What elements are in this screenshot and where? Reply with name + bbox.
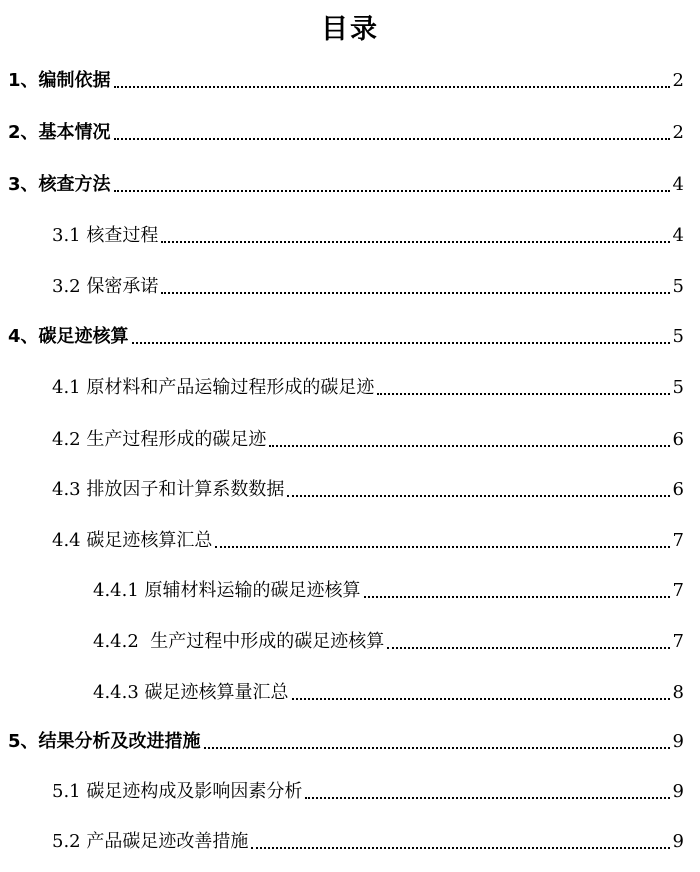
- dot-leader: [305, 797, 669, 799]
- toc-entry-label: 5.1 碳足迹构成及影响因素分析: [52, 781, 303, 802]
- toc-entry-label: 4.3 排放因子和计算系数数据: [52, 479, 285, 500]
- toc-page-number: 2: [672, 70, 684, 91]
- toc-entry-4-2[interactable]: [52, 427, 684, 453]
- toc-page-number: 7: [672, 631, 684, 652]
- toc-entry-label: 3.2 保密承诺: [52, 276, 159, 297]
- toc-page-number: 5: [672, 377, 684, 398]
- toc-entry-3-2[interactable]: [52, 274, 684, 300]
- toc-entry-label: 4.2 生产过程形成的碳足迹: [52, 429, 267, 450]
- toc-entry-label: 4、碳足迹核算: [8, 326, 129, 347]
- toc-page-number: 9: [672, 731, 684, 752]
- toc-entry-4[interactable]: [8, 324, 684, 350]
- toc-page-number: 2: [672, 122, 684, 143]
- dot-leader: [287, 495, 669, 497]
- dot-leader: [364, 596, 670, 598]
- toc-entry-4-4-3[interactable]: [93, 680, 684, 706]
- dot-leader: [132, 342, 670, 344]
- toc-entry-label: 3、核查方法: [8, 174, 111, 195]
- toc-entry-4-3[interactable]: [52, 477, 684, 503]
- dot-leader: [387, 647, 669, 649]
- toc-entry-3-1[interactable]: [52, 223, 684, 249]
- toc-entry-4-4-1[interactable]: [93, 578, 684, 604]
- toc-entry-label: 4.1 原材料和产品运输过程形成的碳足迹: [52, 377, 375, 398]
- dot-leader: [114, 190, 670, 192]
- dot-leader: [161, 241, 669, 243]
- toc-entry-5[interactable]: [8, 729, 684, 755]
- toc-entry-label: 5、结果分析及改进措施: [8, 731, 201, 752]
- toc-page-number: 7: [672, 580, 684, 601]
- toc-page-number: 4: [672, 174, 684, 195]
- toc-entry-4-4-2[interactable]: [93, 629, 684, 655]
- page-title: 目录: [321, 14, 379, 45]
- dot-leader: [269, 445, 669, 447]
- toc-page-number: 9: [672, 831, 684, 852]
- toc-page-number: 7: [672, 530, 684, 551]
- toc-entry-5-1[interactable]: [52, 779, 684, 805]
- toc-entry-label: 4.4.2 生产过程中形成的碳足迹核算: [93, 631, 385, 652]
- toc-entry-label: 4.4.3 碳足迹核算量汇总: [93, 682, 289, 703]
- dot-leader: [161, 292, 669, 294]
- toc-page-number: 9: [672, 781, 684, 802]
- toc-page-number: 5: [672, 326, 684, 347]
- toc-page-number: 5: [672, 276, 684, 297]
- toc-entry-4-4[interactable]: [52, 528, 684, 554]
- dot-leader: [251, 847, 669, 849]
- toc-entry-2[interactable]: [8, 120, 684, 146]
- dot-leader: [377, 393, 669, 395]
- dot-leader: [114, 86, 670, 88]
- toc-entry-label: 3.1 核查过程: [52, 225, 159, 246]
- dot-leader: [292, 698, 670, 700]
- toc-page-number: 4: [672, 225, 684, 246]
- toc-page-number: 6: [672, 479, 684, 500]
- dot-leader: [114, 138, 670, 140]
- toc-entry-5-2[interactable]: [52, 829, 684, 855]
- toc-entry-label: 2、基本情况: [8, 122, 111, 143]
- toc-entry-label: 4.4 碳足迹核算汇总: [52, 530, 213, 551]
- toc-entry-label: 5.2 产品碳足迹改善措施: [52, 831, 249, 852]
- dot-leader: [215, 546, 669, 548]
- toc-entry-label: 4.4.1 原辅材料运输的碳足迹核算: [93, 580, 361, 601]
- toc-entry-4-1[interactable]: [52, 375, 684, 401]
- toc-page-number: 6: [672, 429, 684, 450]
- toc-entry-3[interactable]: [8, 172, 684, 198]
- toc-page-number: 8: [672, 682, 684, 703]
- toc-entry-1[interactable]: [8, 68, 684, 94]
- dot-leader: [204, 747, 670, 749]
- toc-entry-label: 1、编制依据: [8, 70, 111, 91]
